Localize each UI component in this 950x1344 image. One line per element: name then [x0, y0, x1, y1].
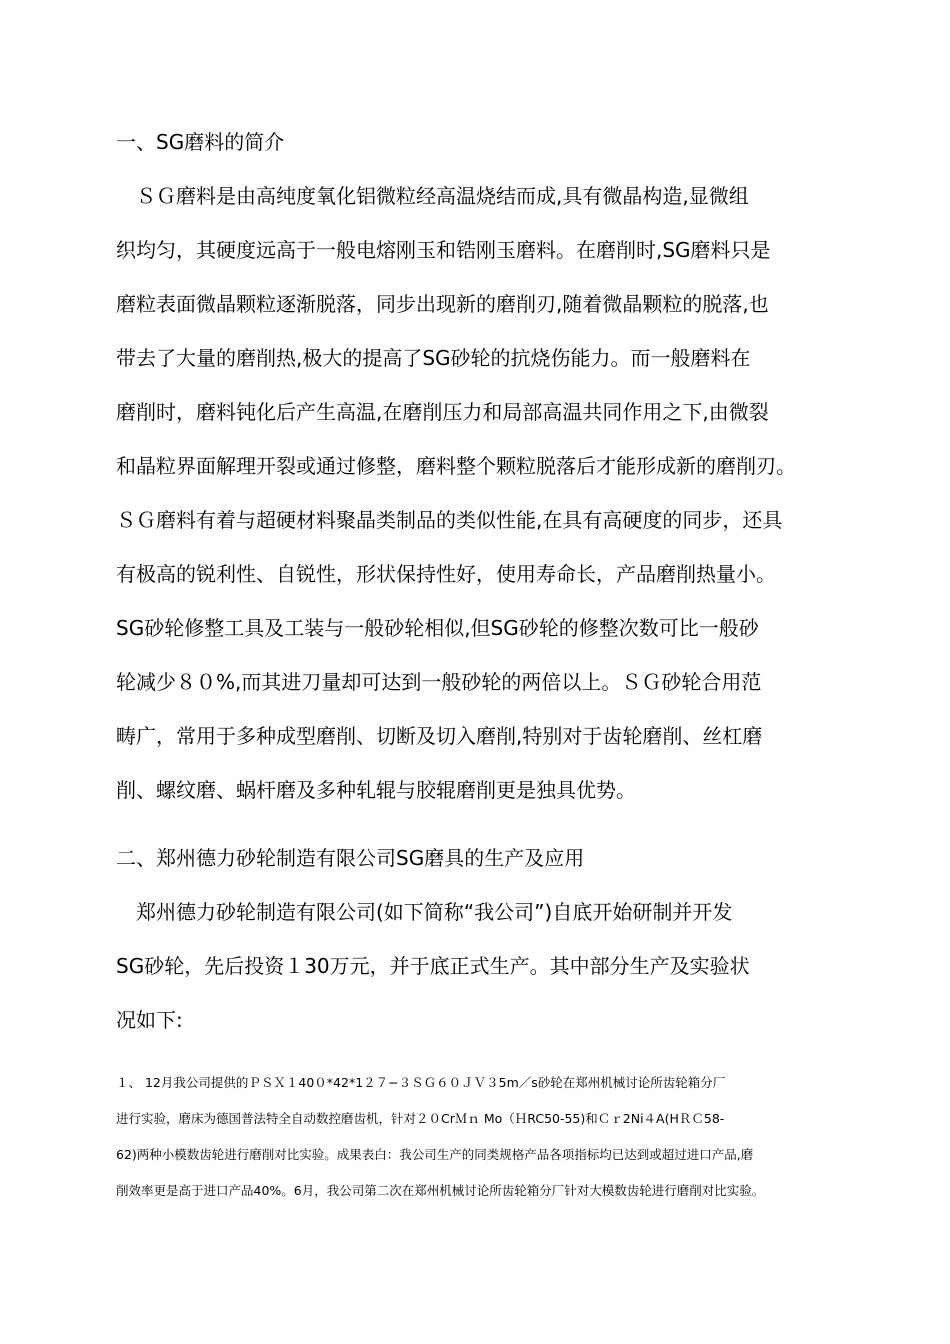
section-1-line: 磨削时，磨料钝化后产生高温,在磨削压力和局部高温共同作用之下,由微裂 — [116, 400, 769, 424]
section-1-line: 带去了大量的磨削热,极大的提高了SG砂轮的抗烧伤能力。而一般磨料在 — [116, 346, 751, 370]
section-1-line: ＳＧ磨料是由高纯度氧化铝微粒经高温烧结而成,具有微晶构造,显微组 — [116, 184, 749, 208]
section-1-line: SG砂轮修整工具及工装与一般砂轮相似,但SG砂轮的修整次数可比一般砂 — [116, 616, 759, 640]
section-1-line: ＳＧ磨料有着与超硬材料聚晶类制品的类似性能,在具有高硬度的同步，还具 — [116, 508, 783, 532]
section-1-line: 轮减少８０%,而其进刀量却可达到一般砂轮的两倍以上。ＳＧ砂轮合用范 — [116, 670, 762, 694]
section-1-line: 削、螺纹磨、蜗杆磨及多种轧辊与胶辊磨削更是独具优势。 — [116, 778, 636, 802]
section-1-line: 织均匀，其硬度远高于一般电熔刚玉和锆刚玉磨料。在磨削时,SG磨料只是 — [116, 238, 771, 262]
section-2-line: SG砂轮，先后投资１30万元，并于底正式生产。其中部分生产及实验状 — [116, 954, 750, 978]
note-line: 削效率更是高于进口产品40%。6月，我公司第二次在郑州机械讨论所齿轮箱分厂针对大模数齿轮进行磨削对比实验。 — [116, 1183, 765, 1198]
note-line: 62)两种小模数齿轮进行磨削对比实验。成果表白：我公司生产的同类规格产品各项指标均已达到或超过进口产品,磨 — [116, 1147, 754, 1162]
section-1-line: 畴广，常用于多种成型磨削、切断及切入磨削,特别对于齿轮磨削、丝杠磨 — [116, 724, 763, 748]
section-1-line: 和晶粒界面解理开裂或通过修整，磨料整个颗粒脱落后才能形成新的磨削刃。 — [116, 454, 796, 478]
section-1-line: 有极高的锐利性、自锐性，形状保持性好，使用寿命长，产品磨削热量小。 — [116, 562, 776, 586]
section-2-line: 郑州德力砂轮制造有限公司(如下简称“我公司”)自底开始研制并开发 — [116, 900, 733, 924]
section-2-line: 况如下: — [116, 1008, 183, 1032]
note-line: １、 12月我公司提供的ＰＳＸ１40０*42*1２７−３ＳＧ６０ＪＶ３5m／s砂轮在郑州机械讨论所齿轮箱分厂 — [116, 1075, 726, 1090]
note-line: 进行实验，磨床为德国普法特全自动数控磨齿机，针对２０CrＭｎ Mo（ＨRC50-55)和Ｃｒ2Ni４A(HＲＣ58- — [116, 1111, 725, 1126]
section-1-heading: 一、SG磨料的简介 — [116, 130, 285, 154]
section-1-line: 磨粒表面微晶颗粒逐渐脱落，同步出现新的磨削刃,随着微晶颗粒的脱落,也 — [116, 292, 769, 316]
section-2-heading: 二、郑州德力砂轮制造有限公司SG磨具的生产及应用 — [116, 846, 585, 870]
